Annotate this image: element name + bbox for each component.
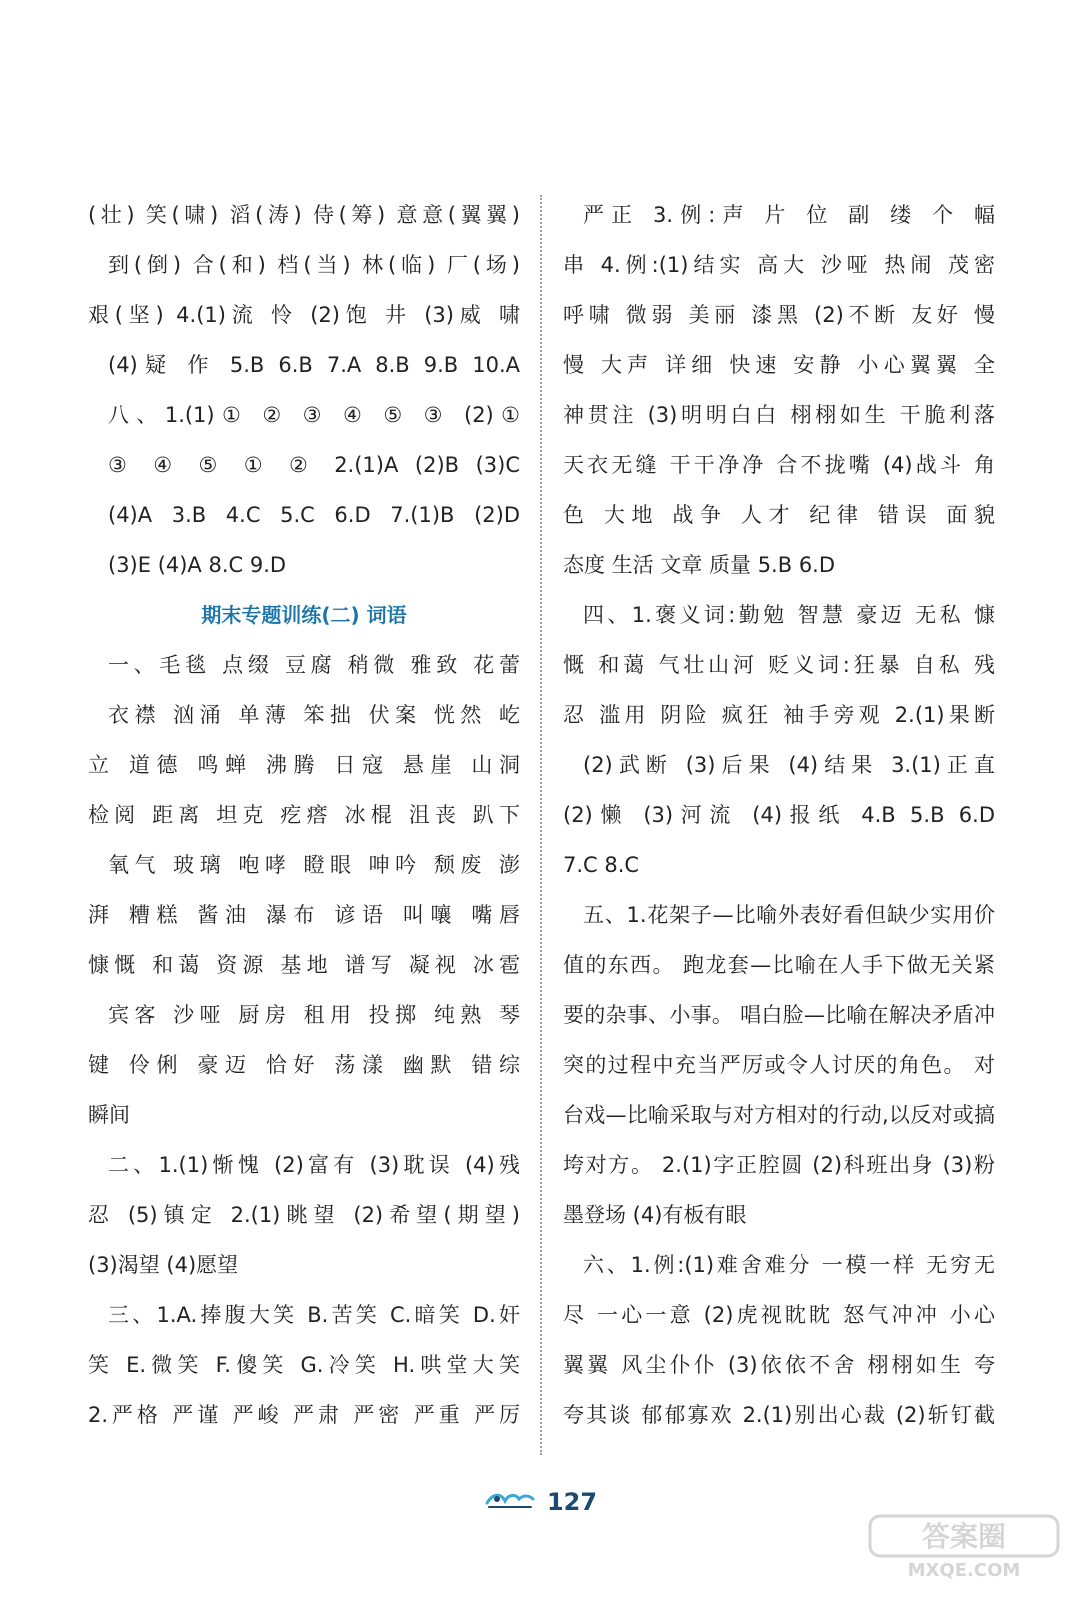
answer-line: 四、1.褒义词:勤勉 智慧 豪迈 无私 慷	[583, 603, 995, 627]
answer-line: 慢 大声 详细 快速 安静 小心翼翼 全	[563, 353, 995, 377]
answer-line: 7.C 8.C	[563, 853, 640, 877]
answer-line: 要的杂事、小事。 唱白脸—比喻在解决矛盾冲	[563, 1003, 995, 1027]
answer-line: 忍 滥用 阴险 疯狂 袖手旁观 2.(1)果断	[563, 703, 995, 727]
watermark-line2: MXQE.COM	[907, 1560, 1021, 1581]
answer-line: 键 伶俐 豪迈 恰好 荡漾 幽默 错综	[88, 1053, 520, 1077]
answer-line: 2.严格 严谨 严峻 严肃 严密 严重 严厉	[88, 1403, 520, 1427]
answer-line: 神贯注 (3)明明白白 栩栩如生 干脆利落	[563, 403, 995, 427]
answer-line: (2)武断 (3)后果 (4)结果 3.(1)正直	[583, 753, 995, 777]
answer-line: 夸其谈 郁郁寡欢 2.(1)别出心裁 (2)斩钉截	[563, 1403, 995, 1427]
answer-line: 天衣无缝 干干净净 合不拢嘴 (4)战斗 角	[563, 453, 995, 477]
watermark-line1: 答案圈	[921, 1520, 1007, 1553]
answer-line: 慷慨 和蔼 资源 基地 谱写 凝视 冰雹	[88, 953, 520, 977]
book-logo-icon	[483, 1487, 537, 1517]
answer-line: 到(倒) 合(和) 档(当) 林(临) 厂(场)	[108, 253, 520, 277]
answer-line: 笑 E.微笑 F.傻笑 G.冷笑 H.哄堂大笑	[88, 1353, 520, 1377]
answer-line: 值的东西。 跑龙套—比喻在人手下做无关紧	[563, 953, 995, 977]
answer-line: 垮对方。 2.(1)字正腔圆 (2)科班出身 (3)粉	[563, 1153, 995, 1177]
page-number: 127	[546, 1488, 598, 1516]
answer-line: 检阅 距离 坦克 疙瘩 冰棍 沮丧 趴下	[88, 803, 520, 827]
answer-line: 瞬间	[88, 1103, 130, 1127]
answer-line: 一、毛毯 点缀 豆腐 稍微 雅致 花蕾	[108, 653, 520, 677]
answer-line: 串 4.例:(1)结实 高大 沙哑 热闹 茂密	[563, 253, 995, 277]
answer-line: 宾客 沙哑 厨房 租用 投掷 纯熟 琴	[108, 1003, 520, 1027]
answer-line: 态度 生活 文章 质量 5.B 6.D	[563, 553, 836, 577]
answer-line: 突的过程中充当严厉或令人讨厌的角色。 对	[563, 1053, 995, 1077]
left-answer-column	[88, 190, 520, 1440]
answer-line: 湃 糟糕 酱油 瀑布 谚语 叫嚷 嘴唇	[88, 903, 520, 927]
answer-line: 艰(坚) 4.(1)流 怜 (2)饱 井 (3)威 啸	[88, 303, 520, 327]
answer-line: (壮) 笑(啸) 滔(涛) 侍(筹) 意意(翼翼)	[88, 203, 520, 227]
answer-line: 忍 (5)镇定 2.(1)眺望 (2)希望(期望)	[88, 1203, 520, 1227]
answer-line: 色 大地 战争 人才 纪律 错误 面貌	[563, 503, 995, 527]
answer-line: 二、1.(1)惭愧 (2)富有 (3)耽误 (4)残	[108, 1153, 520, 1177]
answer-line: (4)疑 作 5.B 6.B 7.A 8.B 9.B 10.A	[108, 353, 520, 377]
answer-line: 五、1.花架子—比喻外表好看但缺少实用价	[583, 903, 995, 927]
answer-line: (4)A 3.B 4.C 5.C 6.D 7.(1)B (2)D	[108, 503, 520, 527]
answer-line: 衣襟 汹涌 单薄 笨拙 伏案 恍然 屹	[108, 703, 520, 727]
answer-line: 翼翼 风尘仆仆 (3)依依不舍 栩栩如生 夸	[563, 1353, 995, 1377]
answer-line: 墨登场 (4)有板有眼	[563, 1203, 747, 1227]
answer-line: ③ ④ ⑤ ① ② 2.(1)A (2)B (3)C	[108, 453, 520, 477]
answer-line: 六、1.例:(1)难舍难分 一模一样 无穷无	[583, 1253, 995, 1277]
answer-line: 呼啸 微弱 美丽 漆黑 (2)不断 友好 慢	[563, 303, 995, 327]
answer-line: 台戏—比喻采取与对方相对的行动,以反对或搞	[563, 1103, 995, 1127]
answer-line: 氧气 玻璃 咆哮 瞪眼 呻吟 颓废 澎	[108, 853, 520, 877]
answer-line: 立 道德 鸣蝉 沸腾 日寇 悬崖 山洞	[88, 753, 520, 777]
answer-line: 八、1.(1)① ② ③ ④ ⑤ ③ (2)①	[108, 403, 520, 427]
answer-line: 三、1.A.捧腹大笑 B.苦笑 C.暗笑 D.奸	[108, 1303, 520, 1327]
answer-line: (2)懒 (3)河流 (4)报纸 4.B 5.B 6.D	[563, 803, 995, 827]
answer-line: (3)E (4)A 8.C 9.D	[108, 553, 287, 577]
section-heading: 期末专题训练(二) 词语	[201, 603, 407, 627]
watermark-logo	[864, 1512, 1064, 1582]
right-answer-column	[563, 190, 995, 1440]
answer-line: (3)渴望 (4)愿望	[88, 1253, 239, 1277]
answer-line: 慨 和蔼 气壮山河 贬义词:狂暴 自私 残	[563, 653, 995, 677]
answer-line: 尽 一心一意 (2)虎视眈眈 怒气冲冲 小心	[563, 1303, 995, 1327]
column-divider	[540, 195, 542, 1455]
answer-line: 严正 3.例:声 片 位 副 缕 个 幅	[583, 203, 995, 227]
